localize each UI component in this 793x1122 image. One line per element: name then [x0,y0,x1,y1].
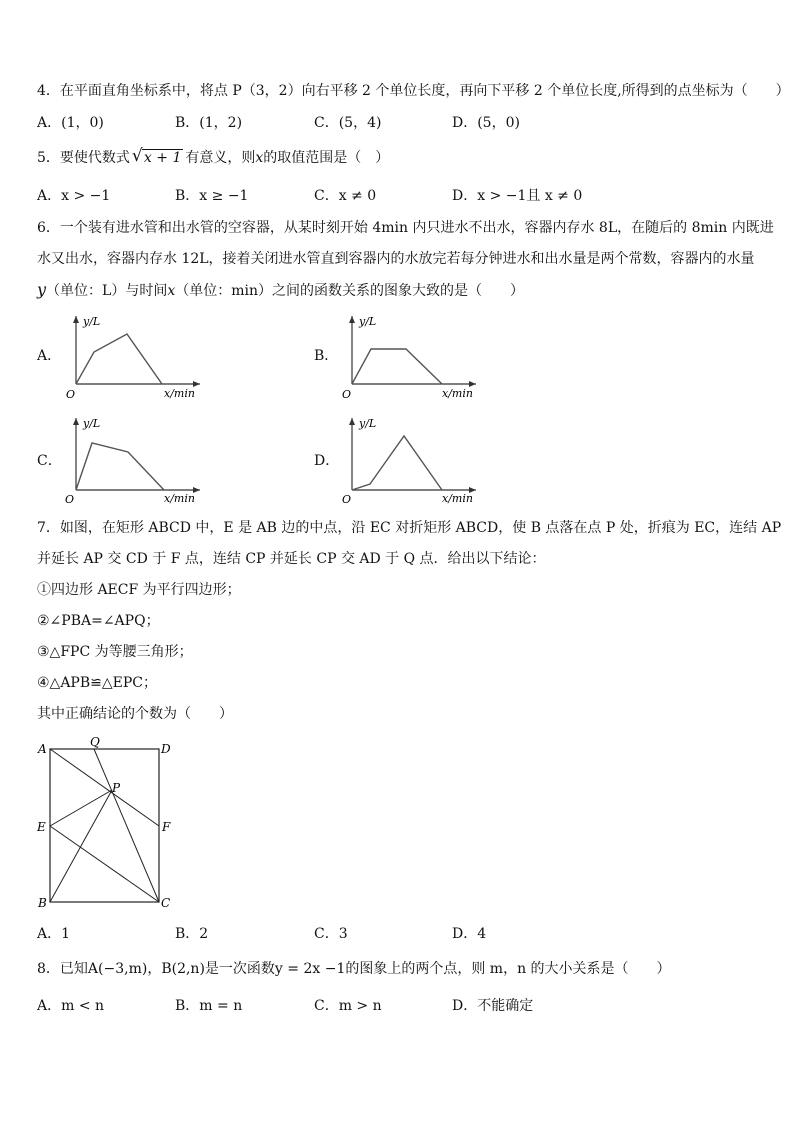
label-q: Q [90,735,100,749]
q7-option-a: A．1 [37,926,71,942]
y-axis-label: y/L [359,315,377,328]
q8-function: y = 2x −1 [274,961,346,977]
q6-line1: 6．一个装有进水管和出水管的空容器，从某时刻开始 4min 内只进水不出水，容器内存水 8L，在随后的 8min 内既进 [37,220,774,236]
graph-c [60,414,205,506]
q4-stem: 4．在平面直角坐标系中，将点 P（3，2）向右平移 2 个单位长度，再向下平移 2 个单位长度,所得到的点坐标为（ ） [37,83,790,99]
segment-ep [50,790,112,826]
q6-line3-b: （单位：min）之间的函数关系的图象大致的是（ ） [175,283,525,299]
graph-c-label: C． [37,453,62,469]
q8-option-d: D．不能确定 [452,998,534,1014]
q7-option-c: C．3 [314,926,348,942]
q7-conclusion-2: ②∠PBA=∠APQ； [37,613,160,629]
q8-stem [37,959,671,979]
graph-b [336,312,481,402]
x-axis-label: x/min [164,492,195,505]
graph-d-curve [352,436,442,490]
origin-label: O [65,493,75,506]
q5-stem-mid: 有意义，则 [185,150,256,166]
graph-a-curve [76,334,162,384]
y-axis-label: y/L [83,417,101,430]
graph-b-label: B． [314,348,339,364]
segment-af [50,749,159,826]
q7-rectangle-figure [34,734,184,914]
y-axis-label: y/L [359,417,377,430]
q6-line2: 水又出水，容器内存水 12L，接着关闭进水管直到容器内的水放完若每分钟进水和出水量是两个常数，容器内的水量 [37,251,755,267]
q8-option-c: C．m > n [314,998,382,1014]
graph-a [60,312,205,402]
q4-option-c: C．(5，4) [314,115,382,131]
label-d: D [161,742,171,756]
sqrt-expression: √ x + 1 [131,146,182,166]
y-axis-arrow [349,418,355,425]
q4-option-d: D．(5，0) [452,115,520,131]
q5-var: x [255,150,264,166]
origin-label: O [342,493,352,506]
q7-conclusion-4: ④△APB≌△EPC； [37,675,157,691]
q4-option-b: B．(1，2) [175,115,243,131]
q5-stem-post: 的取值范围是（ ） [263,150,390,166]
q6-line3 [37,280,524,301]
label-p: P [112,781,121,795]
origin-label: O [342,388,352,401]
q8-stem-post: 的图象上的两个点，则 m，n 的大小关系是（ ） [345,961,671,977]
q5-option-a: A．x > −1 [37,188,111,204]
q8-stem-mid: 是一次函数 [204,961,275,977]
segment-bp [50,790,112,902]
q6-y-var: y [37,280,47,299]
q6-line3-a: （单位：L）与时间 [46,283,168,299]
label-b: B [38,896,47,910]
q7-line1: 7．如图，在矩形 ABCD 中，E 是 AB 边的中点，沿 EC 对折矩形 ABCD，使 B 点落在点 P 处，折痕为 EC，连结 AP [37,520,782,536]
y-axis-arrow [73,316,79,323]
graph-b-curve [352,349,442,384]
x-axis-label: x/min [164,387,195,400]
q7-line2: 并延长 AP 交 CD 于 F 点，连结 CP 并延长 CP 交 AD 于 Q 点．给出以下结论： [37,551,546,567]
q5-stem-pre: 5．要使代数式 [37,150,130,166]
y-axis-arrow [349,316,355,323]
sqrt-radicand: x + 1 [143,150,182,166]
graph-d-label: D． [314,453,340,469]
q8-point-a: A(−3,m) [87,961,148,977]
q8-option-a: A．m < n [37,998,105,1014]
graph-c-curve [76,443,164,490]
q6-x-var: x [167,283,176,299]
q5-stem [37,148,389,168]
rectangle-abcd [50,749,159,902]
graph-a-label: A． [37,348,62,364]
q8-option-b: B．m = n [175,998,243,1014]
q7-option-d: D．4 [452,926,487,942]
q8-point-b: B(2,n) [161,961,205,977]
q7-conclusion-3: ③△FPC 为等腰三角形； [37,644,193,660]
x-axis-label: x/min [442,387,473,400]
label-e: E [37,820,46,834]
q5-option-b: B．x ≥ −1 [175,188,249,204]
q7-ask: 其中正确结论的个数为（ ） [37,706,233,722]
q4-option-a: A．(1，0) [37,115,104,131]
origin-label: O [66,388,76,401]
q8-stem-pre: 8．已知 [37,961,88,977]
label-a: A [38,742,47,756]
q7-option-b: B．2 [175,926,209,942]
q5-option-d: D．x > −1且 x ≠ 0 [452,188,583,204]
y-axis-arrow [73,418,79,425]
label-f: F [162,820,171,834]
q5-option-c: C．x ≠ 0 [314,188,377,204]
q8-sep: ， [147,961,162,977]
label-c: C [161,896,171,910]
x-axis-label: x/min [442,492,473,505]
q7-conclusion-1: ①四边形 AECF 为平行四边形； [37,582,241,598]
y-axis-label: y/L [83,315,101,328]
graph-d [336,414,481,506]
